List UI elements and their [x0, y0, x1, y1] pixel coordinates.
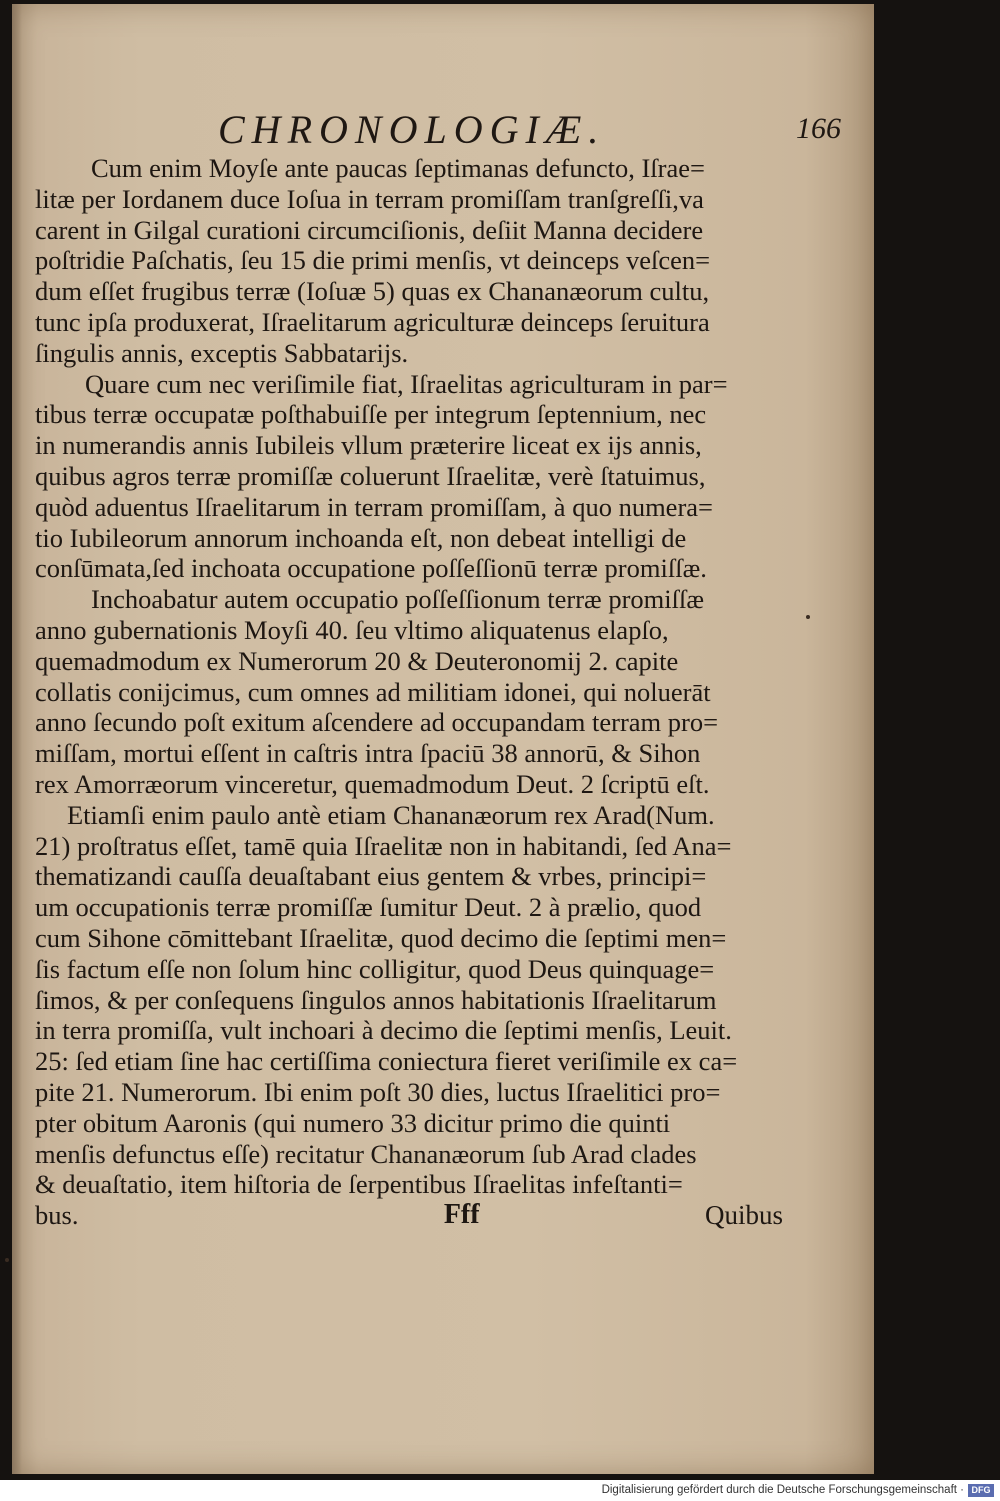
text-line: pter obitum Aaronis (qui numero 33 dicitur primo die quinti — [35, 1107, 671, 1138]
text-line: Cum enim Moyſe ante paucas ſeptimanas defuncto, Iſrae= — [91, 153, 705, 183]
text-line: Inchoabatur autem occupatio poſſeſſionum terræ promiſſæ — [91, 584, 705, 615]
text-line: ſis factum eſſe non ſolum hinc colligitur, quod Deus quinquage= — [35, 953, 715, 984]
text-line: Quare cum nec veriſimile fiat, Iſraelitas agriculturam in par= — [85, 368, 728, 399]
body-text — [35, 153, 795, 1231]
dfg-logo-icon: DFG — [968, 1484, 994, 1497]
text-line: anno gubernationis Moyſi 40. ſeu vltimo aliquatenus elapſo, — [35, 614, 669, 645]
text-line: litæ per Iordanem duce Ioſua in terram promiſſam tranſgreſſi,va — [35, 183, 704, 214]
text-line: quòd aduentus Iſraelitarum in terram promiſſam, à quo numera= — [35, 491, 713, 522]
text-line: in terra promiſſa, vult inchoari à decimo die ſeptimi menſis, Leuit. — [35, 1015, 732, 1046]
catchword: Quibus — [704, 1200, 783, 1231]
text-line: menſis defunctus eſſe) recitatur Chananæorum ſub Arad clades — [35, 1138, 697, 1169]
text-line: tio Iubileorum annorum inchoanda eſt, non debeat intelligi de — [35, 522, 687, 553]
text-line: bus. — [35, 1200, 79, 1231]
text-line: pite 21. Numerorum. Ibi enim poſt 30 dies, luctus Iſraelitici pro= — [35, 1076, 721, 1107]
text-line: ſimos, & per conſequens ſingulos annos habitationis Iſraelitarum — [35, 984, 717, 1015]
page-gutter-shadow — [12, 4, 22, 1474]
text-line: 25: ſed etiam ſine hac certiſſima coniectura fieret veriſimile ex ca= — [35, 1046, 738, 1077]
text-line: in numerandis annis Iubileis vllum præterire liceat ex ijs annis, — [35, 430, 702, 461]
text-line: thematizandi cauſſa deuaſtabant eius gentem & vrbes, principi= — [35, 861, 707, 892]
text-line: tunc ipſa produxerat, Iſraelitarum agriculturæ deinceps ſeruitura — [35, 306, 710, 337]
text-line: collatis conijcimus, cum omnes ad militiam idonei, qui noluerāt — [35, 676, 711, 707]
text-line: conſūmata,ſed inchoata occupatione poſſeſſionū terræ promiſſæ. — [35, 553, 707, 584]
footer-credit: Digitalisierung gefördert durch die Deutsche Forschungsgemeinschaft · — [601, 1484, 964, 1496]
margin-dot — [806, 615, 810, 619]
text-line: miſſam, mortui eſſent in caſtris intra ſpaciū 38 annorū, & Sihon — [35, 738, 701, 769]
margin-dot — [5, 1258, 9, 1262]
text-line: dum eſſet frugibus terræ (Ioſuæ 5) quas ex Chananæorum cultu, — [35, 276, 710, 307]
last-line — [35, 1200, 783, 1231]
text-line: poſtridie Paſchatis, ſeu 15 die primi menſis, vt deinceps veſcen= — [35, 245, 711, 276]
text-line: carent in Gilgal curationi circumciſionis, deſiit Manna decidere — [35, 214, 704, 245]
page-number: 166 — [796, 112, 841, 145]
text-line: tibus terræ occupatæ poſthabuiſſe per integrum ſeptennium, nec — [35, 399, 707, 430]
text-line: ſingulis annis, exceptis Sabbatarijs. — [35, 337, 409, 368]
text-line: & deuaſtatio, item hiſtoria de ſerpentibus Iſraelitas infeſtanti= — [35, 1169, 683, 1200]
text-line: anno ſecundo poſt exitum aſcendere ad occupandam terram pro= — [35, 707, 719, 738]
signature-mark: Fff — [443, 1199, 480, 1231]
text-line: Etiamſi enim paulo antè etiam Chananæorum rex Arad(Num. — [67, 799, 715, 830]
text-line: quemadmodum ex Numerorum 20 & Deuteronomij 2. capite — [35, 645, 679, 676]
text-line: quibus agros terræ promiſſæ coluerunt Iſraelitæ, verè ſtatuimus, — [35, 460, 706, 491]
running-head: CHRONOLOGIÆ. — [218, 107, 606, 152]
text-line: 21) proſtratus eſſet, tamē quia Iſraelitæ non in habitandi, ſed Ana= — [35, 830, 732, 861]
text-line: um occupationis terræ promiſſæ ſumitur Deut. 2 à prælio, quod — [35, 892, 702, 923]
text-line: rex Amorræorum vinceretur, quemadmodum Deut. 2 ſcriptū eſt. — [35, 768, 710, 799]
text-line: cum Sihone cōmittebant Iſraelitæ, quod decimo die ſeptimi men= — [35, 922, 727, 953]
